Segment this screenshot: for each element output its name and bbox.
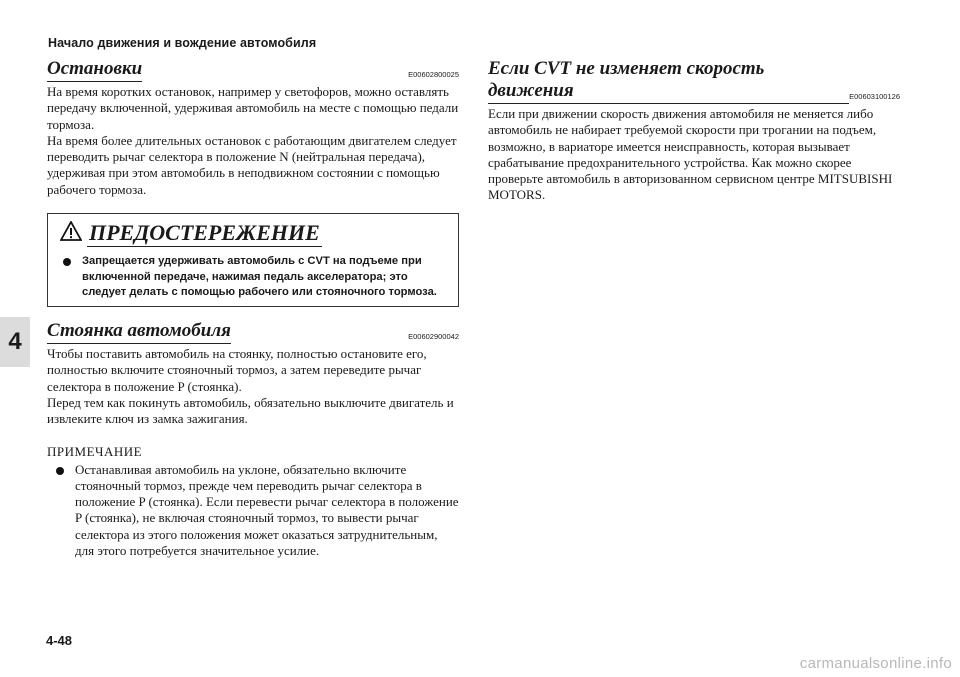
section-cvt xyxy=(488,58,900,204)
section-parking-body xyxy=(47,346,459,427)
paragraph: На время коротких остановок, например у светофоров, можно оставлять передачу включенной, удерживая автомобиль на месте с помощью педали тормоза. xyxy=(47,84,459,132)
note-item xyxy=(55,462,459,560)
paragraph: Перед тем как покинуть автомобиль, обязательно выключите двигатель и извлеките ключ из замка зажигания. xyxy=(47,394,454,427)
running-header: Начало движения и вождение автомобиля xyxy=(48,36,317,50)
section-parking-header xyxy=(47,320,459,344)
warning-header xyxy=(60,220,322,247)
section-stops-title: Остановки xyxy=(47,58,142,82)
right-column xyxy=(488,58,900,204)
section-parking-title: Стоянка автомобиля xyxy=(47,320,231,344)
warning-title: ПРЕДОСТЕРЕЖЕНИЕ xyxy=(89,220,320,246)
bullet-icon xyxy=(62,254,82,301)
section-cvt-code: E00603100126 xyxy=(849,92,900,101)
note-heading: ПРИМЕЧАНИЕ xyxy=(47,443,143,459)
section-stops-header xyxy=(47,58,459,82)
warning-item xyxy=(62,254,448,301)
section-stops-body xyxy=(47,84,459,198)
bullet-icon xyxy=(55,462,75,560)
paragraph: Чтобы поставить автомобиль на стоянку, полностью остановите его, полностью включите стояночный тормоз, а затем переведите рычаг селектора в положение P (стоянка). xyxy=(47,346,427,394)
section-stops-code: E00602800025 xyxy=(408,70,459,79)
page-number: 4-48 xyxy=(46,633,73,648)
section-cvt-header xyxy=(488,58,900,104)
warning-box xyxy=(47,213,459,307)
section-parking xyxy=(47,320,459,427)
watermark[interactable]: carmanualsonline.info xyxy=(799,655,952,672)
chapter-tab: 4 xyxy=(0,317,30,367)
paragraph: На время более длительных остановок с работающим двигателем следует переводить рычаг селектора в положение N (нейтральная передача), удерживая при этом автомобиль в неподвижном состоянии с помощью рабочего тормоза. xyxy=(47,132,457,197)
warning-text: Запрещается удерживать автомобиль с CVT на подъеме при включенной передаче, нажимая педаль акселератора; это следует делать с помощью рабочего или стояночного тормоза. xyxy=(82,255,437,299)
section-parking-code: E00602900042 xyxy=(408,332,459,342)
left-column xyxy=(47,58,459,559)
section-cvt-body xyxy=(488,106,900,204)
section-stops xyxy=(47,58,459,198)
note-text: Останавливая автомобиль на уклоне, обязательно включите стояночный тормоз, прежде чем переводить рычаг селектора в положение P (стоянка). Если перевести рычаг селектора в положение P (стоянка), не включая стояночный тормоз, то вывести рычаг селектора из этого положения может оказаться затруднительным, для этого потребуется значительное усилие. xyxy=(75,461,459,559)
warning-triangle-icon xyxy=(60,221,87,246)
paragraph: Если при движении скорость движения автомобиля не меняется либо автомобиль не набирает требуемой скорости при трогании на подъем, возможно, в вариаторе имеется неисправность, которая вызывает срабатывание предохранительного устройства. Как можно скорее проверьте автомобиль в авторизованном сервисном центре MITSUBISHI MOTORS. xyxy=(488,106,893,203)
section-cvt-title: Если CVT не изменяет скорость движения xyxy=(488,58,849,104)
